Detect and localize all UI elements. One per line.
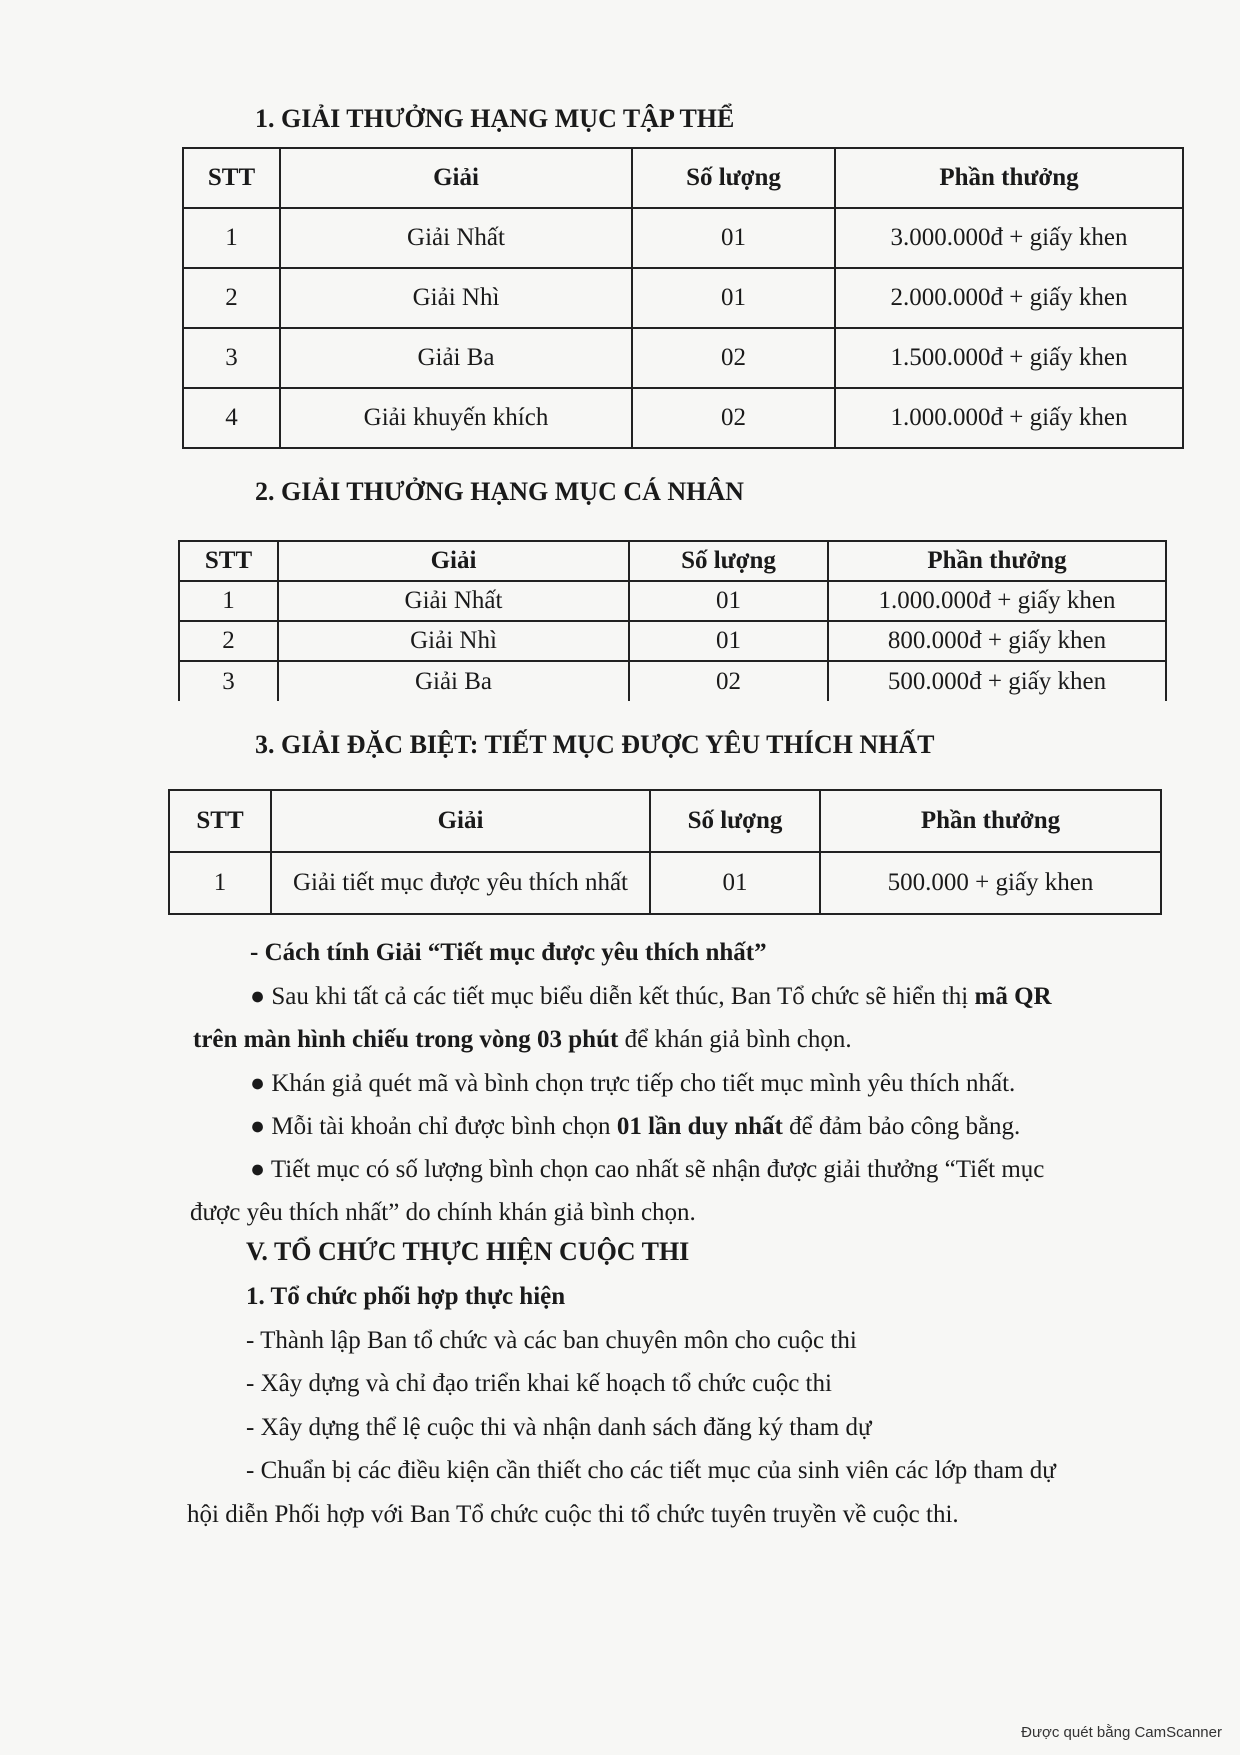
header-reward: Phần thưởng bbox=[820, 790, 1161, 852]
cell-stt: 2 bbox=[183, 268, 280, 328]
table-row bbox=[183, 208, 1183, 268]
cell-prize: Giải tiết mục được yêu thích nhất bbox=[271, 852, 650, 914]
cell-prize: Giải Nhì bbox=[280, 268, 632, 328]
cell-prize: Giải Ba bbox=[280, 328, 632, 388]
method-bullet-1 bbox=[250, 984, 1052, 1009]
cell-reward: 3.000.000đ + giấy khen bbox=[835, 208, 1183, 268]
section3-title: 3. GIẢI ĐẶC BIỆT: TIẾT MỤC ĐƯỢC YÊU THÍCH NHẤT bbox=[255, 730, 935, 759]
header-quantity: Số lượng bbox=[632, 148, 835, 208]
cell-quantity: 01 bbox=[632, 268, 835, 328]
section2-title: 2. GIẢI THƯỞNG HẠNG MỤC CÁ NHÂN bbox=[255, 477, 744, 506]
header-reward: Phần thưởng bbox=[835, 148, 1183, 208]
method-bullet-1-post: để khán giả bình chọn. bbox=[618, 1026, 852, 1053]
list-item-cont: hội diễn Phối hợp với Ban Tổ chức cuộc thi tổ chức tuyên truyền về cuộc thi. bbox=[187, 1501, 959, 1528]
header-prize: Giải bbox=[278, 541, 629, 581]
method-bullet-2: ● Khán giả quét mã và bình chọn trực tiếp cho tiết mục mình yêu thích nhất. bbox=[250, 1070, 1016, 1097]
cell-prize: Giải Ba bbox=[278, 661, 629, 701]
method-title: - Cách tính Giải “Tiết mục được yêu thích nhất” bbox=[250, 939, 767, 966]
method-bullet-1-cont bbox=[193, 1027, 852, 1052]
table-row bbox=[179, 621, 1166, 661]
header-stt: STT bbox=[179, 541, 278, 581]
method-bullet-3-bold: 01 lần duy nhất bbox=[616, 1113, 783, 1140]
list-item: - Xây dựng thể lệ cuộc thi và nhận danh sách đăng ký tham dự bbox=[246, 1414, 872, 1441]
cell-stt: 1 bbox=[169, 852, 271, 914]
method-bullet-4-cont: được yêu thích nhất” do chính khán giả bình chọn. bbox=[190, 1199, 696, 1226]
cell-quantity: 02 bbox=[632, 388, 835, 448]
cell-quantity: 02 bbox=[632, 328, 835, 388]
header-quantity: Số lượng bbox=[650, 790, 820, 852]
cell-reward: 1.000.000đ + giấy khen bbox=[835, 388, 1183, 448]
method-bullet-1-bold: mã QR bbox=[974, 983, 1052, 1010]
list-item: - Thành lập Ban tổ chức và các ban chuyên môn cho cuộc thi bbox=[246, 1327, 857, 1354]
cell-reward: 2.000.000đ + giấy khen bbox=[835, 268, 1183, 328]
table-row bbox=[183, 268, 1183, 328]
cell-prize: Giải Nhất bbox=[278, 581, 629, 621]
table-header-row bbox=[169, 790, 1161, 852]
cell-quantity: 02 bbox=[629, 661, 828, 701]
cell-stt: 3 bbox=[183, 328, 280, 388]
table-special-prize bbox=[168, 789, 1162, 915]
cell-quantity: 01 bbox=[629, 581, 828, 621]
cell-reward: 1.000.000đ + giấy khen bbox=[828, 581, 1166, 621]
table-row bbox=[179, 661, 1166, 701]
method-bullet-4: ● Tiết mục có số lượng bình chọn cao nhất sẽ nhận được giải thưởng “Tiết mục bbox=[250, 1156, 1045, 1183]
section1-title: 1. GIẢI THƯỞNG HẠNG MỤC TẬP THỂ bbox=[255, 104, 735, 133]
scanner-footer: Được quét bằng CamScanner bbox=[1021, 1724, 1222, 1741]
header-stt: STT bbox=[169, 790, 271, 852]
table-header-row bbox=[179, 541, 1166, 581]
table-row bbox=[179, 581, 1166, 621]
cell-stt: 2 bbox=[179, 621, 278, 661]
header-stt: STT bbox=[183, 148, 280, 208]
table-header-row bbox=[183, 148, 1183, 208]
cell-prize: Giải khuyến khích bbox=[280, 388, 632, 448]
method-bullet-3-text: ● Mỗi tài khoản chỉ được bình chọn bbox=[250, 1113, 617, 1140]
section5-title: V. TỔ CHỨC THỰC HIỆN CUỘC THI bbox=[246, 1237, 690, 1266]
cell-reward: 800.000đ + giấy khen bbox=[828, 621, 1166, 661]
list-item: - Chuẩn bị các điều kiện cần thiết cho các tiết mục của sinh viên các lớp tham dự bbox=[246, 1457, 1056, 1484]
list-item: - Xây dựng và chỉ đạo triển khai kế hoạch tổ chức cuộc thi bbox=[246, 1370, 832, 1397]
cell-prize: Giải Nhì bbox=[278, 621, 629, 661]
table-row bbox=[183, 388, 1183, 448]
cell-stt: 3 bbox=[179, 661, 278, 701]
header-prize: Giải bbox=[280, 148, 632, 208]
cell-stt: 4 bbox=[183, 388, 280, 448]
cell-quantity: 01 bbox=[629, 621, 828, 661]
table-individual-prizes bbox=[178, 540, 1167, 701]
cell-reward: 1.500.000đ + giấy khen bbox=[835, 328, 1183, 388]
header-reward: Phần thưởng bbox=[828, 541, 1166, 581]
table-row bbox=[183, 328, 1183, 388]
cell-quantity: 01 bbox=[632, 208, 835, 268]
cell-prize: Giải Nhất bbox=[280, 208, 632, 268]
cell-reward: 500.000 + giấy khen bbox=[820, 852, 1161, 914]
cell-reward: 500.000đ + giấy khen bbox=[828, 661, 1166, 701]
table-row bbox=[169, 852, 1161, 914]
section5-subtitle: 1. Tổ chức phối hợp thực hiện bbox=[246, 1283, 566, 1310]
cell-stt: 1 bbox=[179, 581, 278, 621]
header-quantity: Số lượng bbox=[629, 541, 828, 581]
method-bullet-1-bold2: trên màn hình chiếu trong vòng 03 phút bbox=[193, 1026, 619, 1053]
header-prize: Giải bbox=[271, 790, 650, 852]
table-collective-prizes bbox=[182, 147, 1184, 449]
cell-stt: 1 bbox=[183, 208, 280, 268]
method-bullet-3 bbox=[250, 1114, 1020, 1139]
method-bullet-3-post: để đảm bảo công bằng. bbox=[782, 1113, 1021, 1140]
method-bullet-1-text: ● Sau khi tất cả các tiết mục biểu diễn kết thúc, Ban Tổ chức sẽ hiển thị bbox=[250, 983, 975, 1010]
cell-quantity: 01 bbox=[650, 852, 820, 914]
